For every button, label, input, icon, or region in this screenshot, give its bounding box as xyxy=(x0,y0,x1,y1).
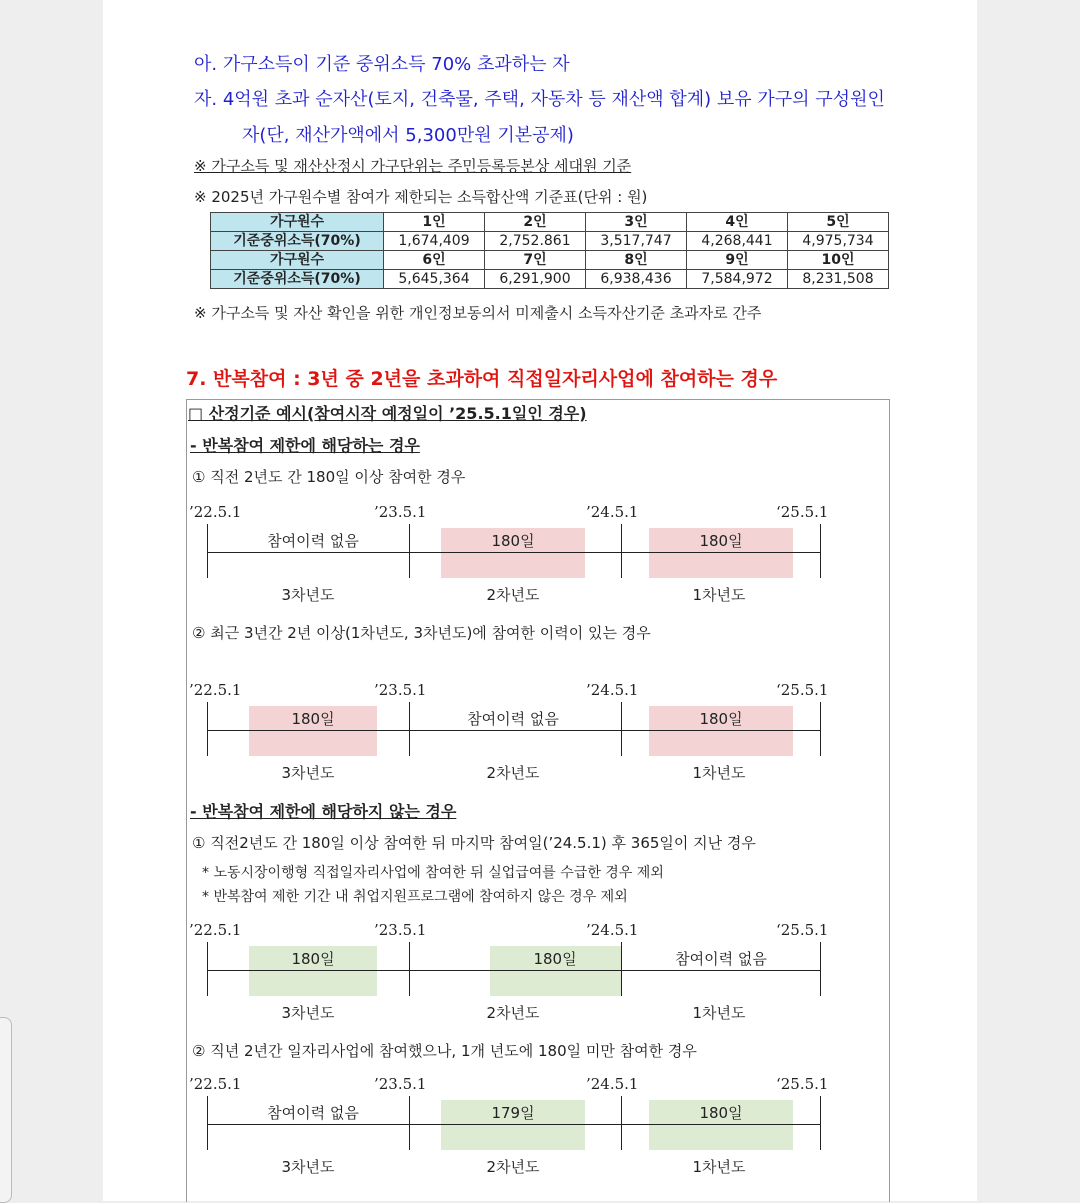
year-label: 2차년도 xyxy=(486,764,540,782)
period-label: 180일 xyxy=(699,1104,743,1122)
year-tick xyxy=(409,524,410,578)
criterion-ja-cont: 자(단, 재산가액에서 5,300만원 기본공제) xyxy=(242,125,574,146)
row-head-income: 기준중위소득(70%) xyxy=(211,270,384,289)
period-label: 180일 xyxy=(533,950,577,968)
period-label: 180일 xyxy=(699,532,743,550)
year-tick xyxy=(409,1096,410,1150)
year-tick xyxy=(820,942,821,996)
year-tick xyxy=(207,702,208,756)
date-label: ‘25.5.1 xyxy=(776,503,829,521)
year-tick xyxy=(820,524,821,578)
date-label: ’23.5.1 xyxy=(374,681,427,699)
period-label: 180일 xyxy=(491,532,535,550)
side-scroll-handle[interactable] xyxy=(0,1017,12,1203)
row-head-size: 가구원수 xyxy=(211,251,384,270)
date-label: ’22.5.1 xyxy=(189,921,242,939)
date-label: ’22.5.1 xyxy=(189,681,242,699)
year-tick xyxy=(409,702,410,756)
size-cell: 8인 xyxy=(586,251,687,270)
income-table xyxy=(210,212,889,289)
income-cell: 8,231,508 xyxy=(788,270,889,289)
exclusion-note-1: * 노동시장이행형 직접일자리사업에 참여한 뒤 실업급여를 수급한 경우 제외 xyxy=(202,865,664,881)
timeline-axis xyxy=(207,552,821,553)
income-cell: 2,752.861 xyxy=(485,232,586,251)
criterion-a: 아. 가구소득이 기준 중위소득 70% 초과하는 자 xyxy=(194,54,570,75)
size-cell: 6인 xyxy=(384,251,485,270)
year-tick xyxy=(820,1096,821,1150)
year-label: 3차년도 xyxy=(281,586,335,604)
income-cell: 5,645,364 xyxy=(384,270,485,289)
period-label: 180일 xyxy=(291,950,335,968)
example-title: □ 산정기준 예시(참여시작 예정일이 ’25.5.1일인 경우) xyxy=(188,404,587,423)
note-household: ※ 가구소득 및 재산산정시 가구단위는 주민등록등본상 세대원 기준 xyxy=(194,157,632,175)
timeline-axis xyxy=(207,970,821,971)
income-cell: 3,517,747 xyxy=(586,232,687,251)
case-restricted-1: ① 직전 2년도 간 180일 이상 참여한 경우 xyxy=(192,468,466,486)
size-cell: 5인 xyxy=(788,213,889,232)
date-label: ‘25.5.1 xyxy=(776,921,829,939)
income-cell: 4,268,441 xyxy=(687,232,788,251)
period-label: 참여이력 없음 xyxy=(675,950,767,968)
date-label: ‘25.5.1 xyxy=(776,1075,829,1093)
size-cell: 9인 xyxy=(687,251,788,270)
period-label: 179일 xyxy=(491,1104,535,1122)
year-tick xyxy=(820,702,821,756)
date-label: ’24.5.1 xyxy=(586,681,639,699)
income-cell: 7,584,972 xyxy=(687,270,788,289)
timeline-axis xyxy=(207,1124,821,1125)
case-not-restricted-2: ② 직년 2년간 일자리사업에 참여했으나, 1개 년도에 180일 미만 참여한 경우 xyxy=(192,1042,697,1060)
size-cell: 7인 xyxy=(485,251,586,270)
date-label: ’22.5.1 xyxy=(189,503,242,521)
year-label: 3차년도 xyxy=(281,1004,335,1022)
period-label: 참여이력 없음 xyxy=(267,1104,359,1122)
size-cell: 3인 xyxy=(586,213,687,232)
year-tick xyxy=(207,1096,208,1150)
period-label: 참여이력 없음 xyxy=(467,710,559,728)
income-cell: 6,291,900 xyxy=(485,270,586,289)
date-label: ’23.5.1 xyxy=(374,1075,427,1093)
income-cell: 6,938,436 xyxy=(586,270,687,289)
section-7-title: 7. 반복참여 : 3년 중 2년을 초과하여 직접일자리사업에 참여하는 경우 xyxy=(186,368,778,390)
restricted-heading: - 반복참여 제한에 해당하는 경우 xyxy=(190,436,420,455)
year-label: 1차년도 xyxy=(692,1004,746,1022)
date-label: ’24.5.1 xyxy=(586,1075,639,1093)
date-label: ‘25.5.1 xyxy=(776,681,829,699)
size-cell: 10인 xyxy=(788,251,889,270)
year-label: 3차년도 xyxy=(281,1158,335,1176)
row-head-size: 가구원수 xyxy=(211,213,384,232)
size-cell: 1인 xyxy=(384,213,485,232)
year-label: 2차년도 xyxy=(486,1004,540,1022)
period-label: 180일 xyxy=(291,710,335,728)
year-tick xyxy=(621,702,622,756)
criterion-ja: 자. 4억원 초과 순자산(토지, 건축물, 주택, 자동차 등 재산액 합계) 보유 가구의 구성원인 xyxy=(194,89,885,110)
exclusion-note-2: * 반복참여 제한 기간 내 취업지원프로그램에 참여하지 않은 경우 제외 xyxy=(202,889,628,905)
date-label: ’24.5.1 xyxy=(586,921,639,939)
period-label: 180일 xyxy=(699,710,743,728)
year-tick xyxy=(621,524,622,578)
year-label: 1차년도 xyxy=(692,764,746,782)
row-head-income: 기준중위소득(70%) xyxy=(211,232,384,251)
size-cell: 2인 xyxy=(485,213,586,232)
size-cell: 4인 xyxy=(687,213,788,232)
date-label: ’23.5.1 xyxy=(374,503,427,521)
timeline-axis xyxy=(207,730,821,731)
year-label: 1차년도 xyxy=(692,1158,746,1176)
case-not-restricted-1: ① 직전2년도 간 180일 이상 참여한 뒤 마지막 참여일(’24.5.1) 후 365일이 지난 경우 xyxy=(192,834,756,852)
period-label: 참여이력 없음 xyxy=(267,532,359,550)
year-label: 2차년도 xyxy=(486,586,540,604)
year-label: 3차년도 xyxy=(281,764,335,782)
date-label: ’23.5.1 xyxy=(374,921,427,939)
year-tick xyxy=(621,1096,622,1150)
year-label: 1차년도 xyxy=(692,586,746,604)
note-table-title: ※ 2025년 가구원수별 참여가 제한되는 소득합산액 기준표(단위 : 원) xyxy=(194,188,648,206)
date-label: ’22.5.1 xyxy=(189,1075,242,1093)
not-restricted-heading: - 반복참여 제한에 해당하지 않는 경우 xyxy=(190,802,457,821)
year-tick xyxy=(207,524,208,578)
case-restricted-2: ② 최근 3년간 2년 이상(1차년도, 3차년도)에 참여한 이력이 있는 경우 xyxy=(192,624,651,642)
date-label: ’24.5.1 xyxy=(586,503,639,521)
note-consent: ※ 가구소득 및 자산 확인을 위한 개인정보동의서 미제출시 소득자산기준 초과자로 간주 xyxy=(194,304,762,322)
income-cell: 4,975,734 xyxy=(788,232,889,251)
income-cell: 1,674,409 xyxy=(384,232,485,251)
year-tick xyxy=(409,942,410,996)
year-tick xyxy=(207,942,208,996)
year-label: 2차년도 xyxy=(486,1158,540,1176)
